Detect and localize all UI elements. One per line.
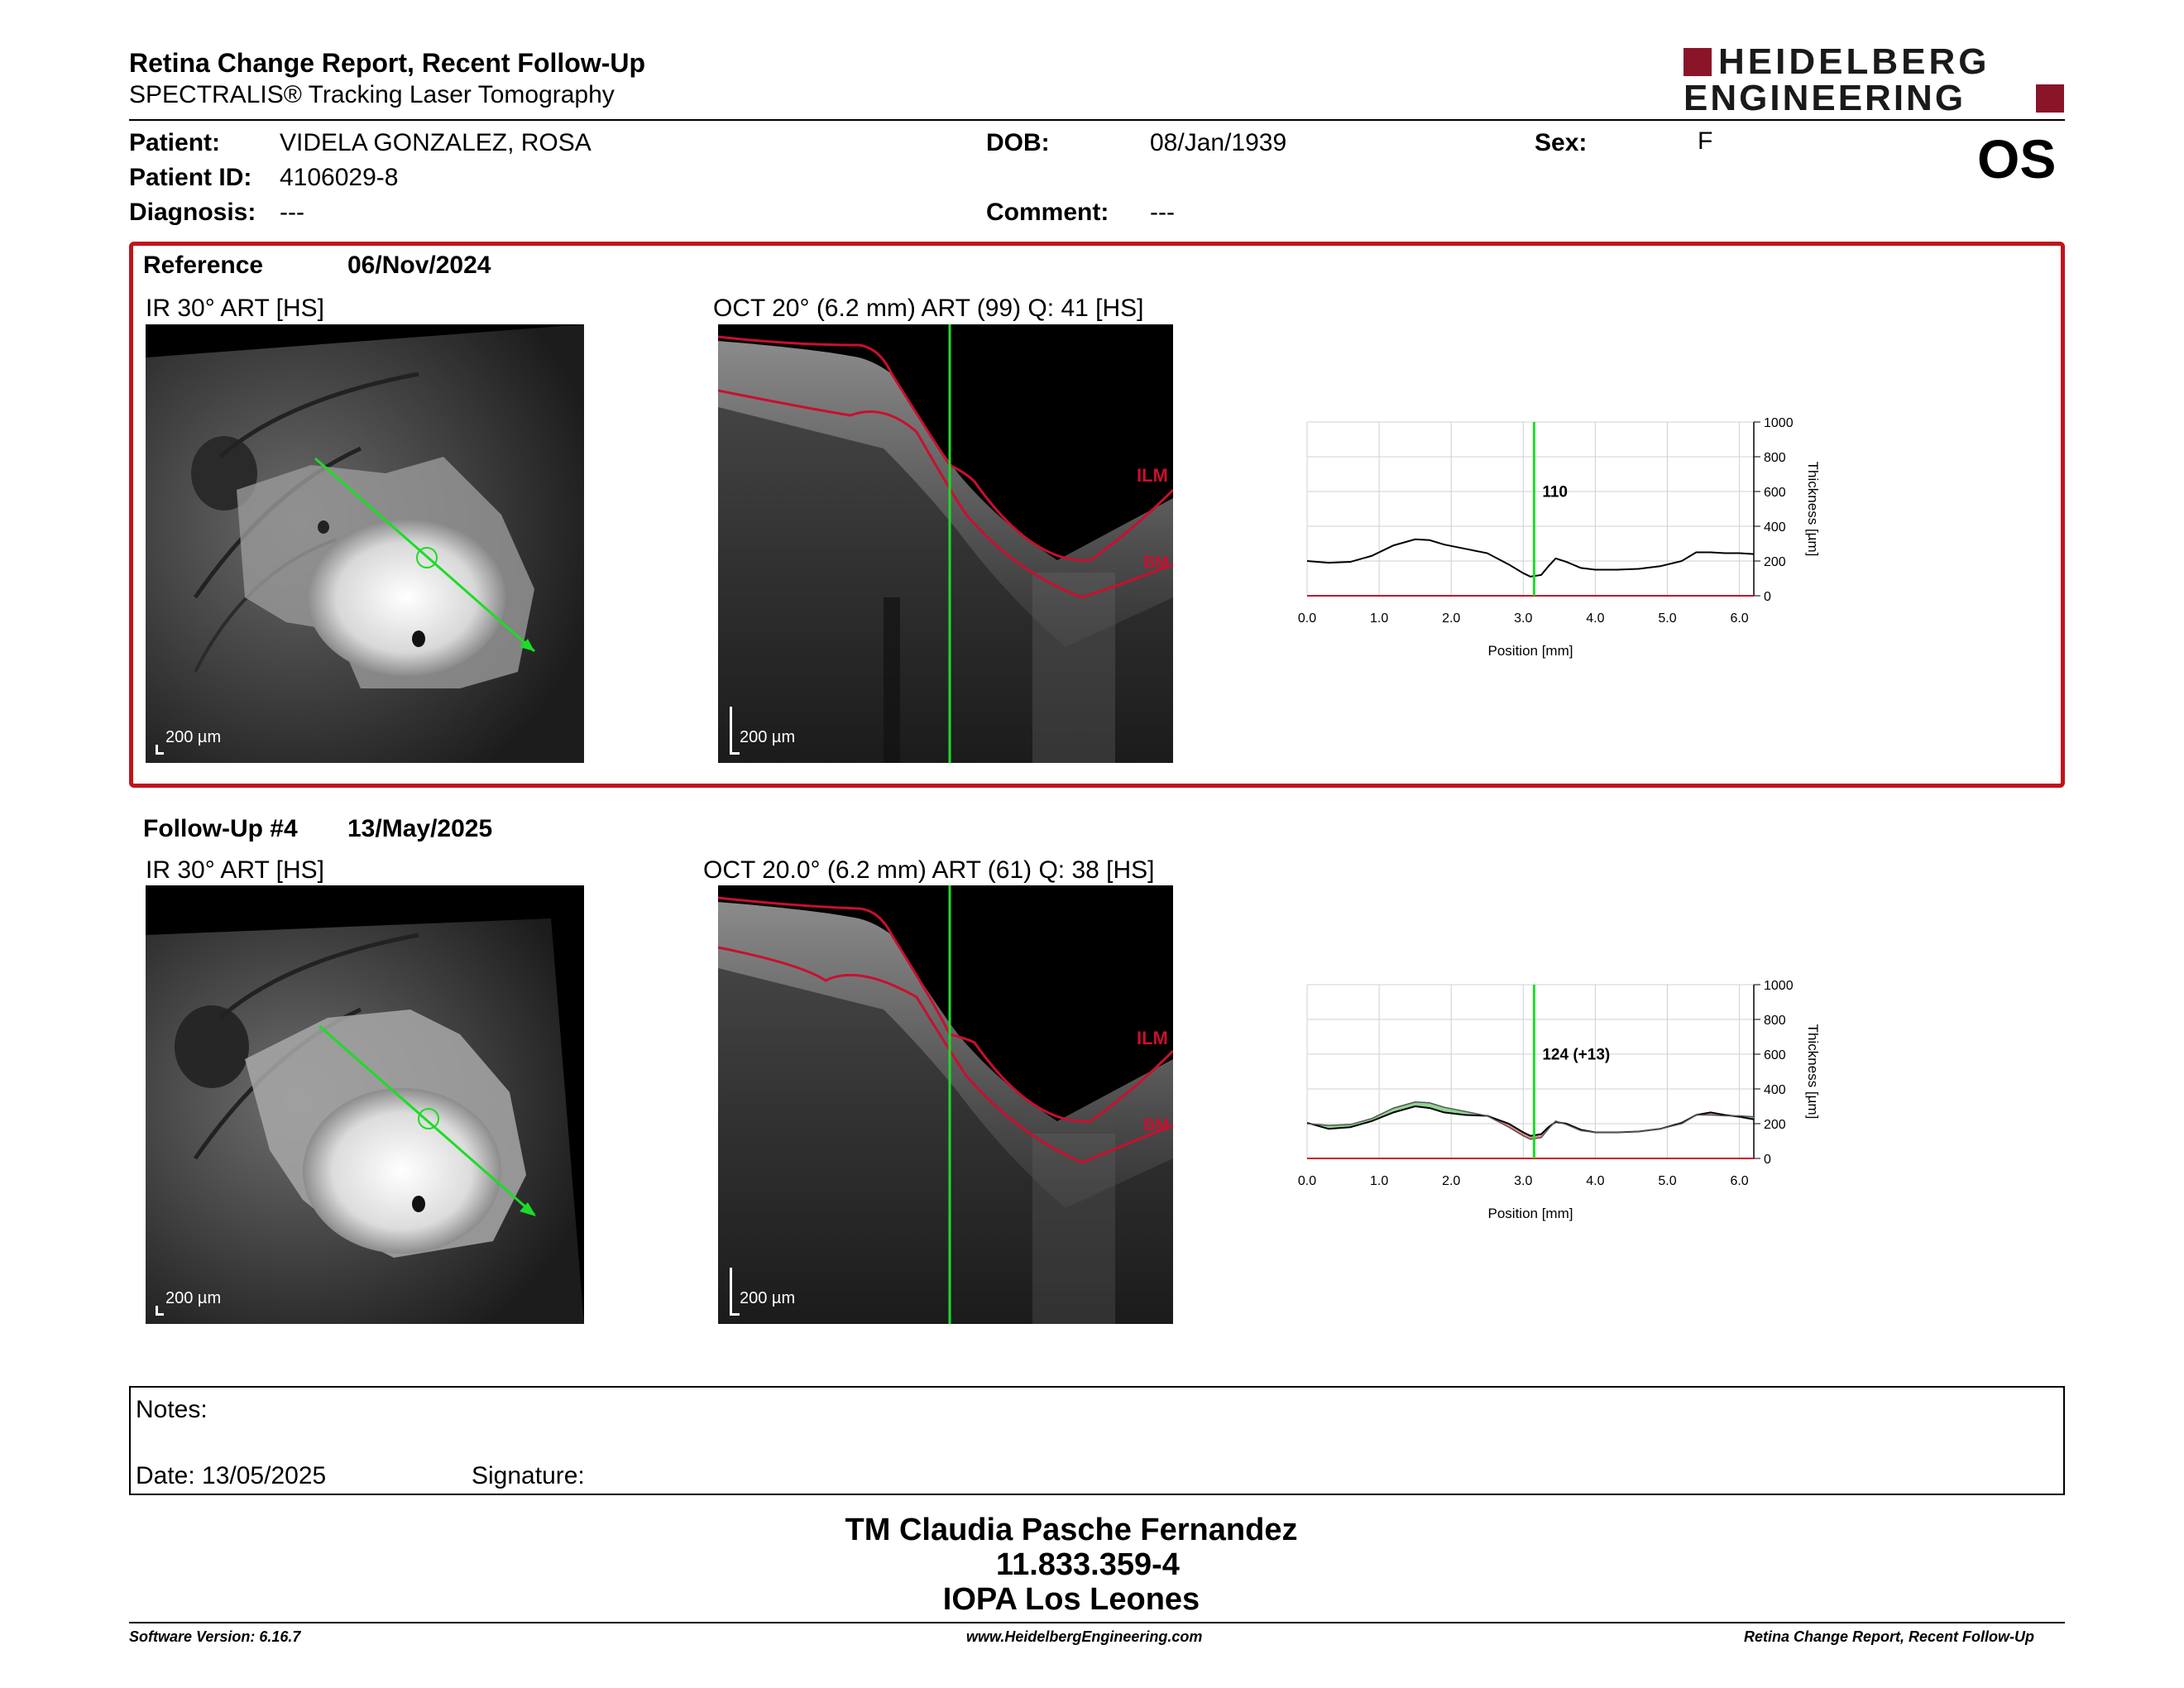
thickness-line bbox=[1307, 539, 1754, 577]
report-title: Retina Change Report, Recent Follow-Up bbox=[129, 48, 646, 78]
y-tick-label: 400 bbox=[1764, 1083, 1786, 1097]
y-tick-label: 200 bbox=[1764, 1118, 1786, 1132]
y-tick-label: 400 bbox=[1764, 520, 1786, 535]
x-axis-label: Position [mm] bbox=[1487, 1206, 1573, 1221]
followup-ir-image bbox=[146, 885, 584, 1324]
x-axis-label: Position [mm] bbox=[1487, 643, 1573, 659]
patient-name: VIDELA GONZALEZ, ROSA bbox=[280, 129, 592, 156]
followup-thickness-chart bbox=[1291, 968, 1853, 1241]
followup-ir-title: IR 30° ART [HS] bbox=[146, 856, 324, 884]
y-tick-label: 1000 bbox=[1764, 416, 1794, 430]
x-tick-label: 6.0 bbox=[1730, 1174, 1749, 1188]
heidelberg-logo: HEIDELBERG ENGINEERING bbox=[1684, 45, 2064, 116]
signoff-place: IOPA Los Leones bbox=[942, 1582, 1200, 1617]
y-tick-label: 0 bbox=[1764, 1153, 1771, 1167]
x-tick-label: 5.0 bbox=[1658, 611, 1677, 626]
followup-oct-scale: 200 µm bbox=[740, 1289, 796, 1307]
x-tick-label: 2.0 bbox=[1442, 1174, 1461, 1188]
patient-label: Patient: bbox=[129, 129, 221, 156]
footer-rule bbox=[129, 1622, 2065, 1623]
notes-date: Date: 13/05/2025 bbox=[136, 1462, 327, 1489]
y-tick-label: 600 bbox=[1764, 1048, 1786, 1062]
x-tick-label: 6.0 bbox=[1730, 611, 1749, 626]
sex-value: F bbox=[1698, 127, 1713, 155]
x-tick-label: 4.0 bbox=[1586, 1174, 1605, 1188]
followup-ir-scale: 200 µm bbox=[165, 1289, 222, 1307]
cursor-value-label: 110 bbox=[1542, 483, 1569, 501]
y-axis-label: Thickness [µm] bbox=[1805, 1024, 1821, 1120]
reference-ir-image bbox=[146, 324, 584, 763]
x-tick-label: 5.0 bbox=[1658, 1174, 1677, 1188]
x-tick-label: 1.0 bbox=[1369, 1174, 1389, 1188]
eye-indicator: OS bbox=[1977, 128, 2057, 189]
x-tick-label: 1.0 bbox=[1369, 611, 1389, 626]
sex-label: Sex: bbox=[1535, 129, 1588, 156]
reference-date: 06/Nov/2024 bbox=[347, 252, 491, 279]
y-tick-label: 600 bbox=[1764, 486, 1786, 500]
footer-report-name: Retina Change Report, Recent Follow-Up bbox=[1744, 1628, 2035, 1645]
followup-oct-title: OCT 20.0° (6.2 mm) ART (61) Q: 38 [HS] bbox=[703, 856, 1155, 884]
y-tick-label: 200 bbox=[1764, 555, 1786, 569]
x-tick-label: 0.0 bbox=[1297, 1174, 1317, 1188]
x-tick-label: 2.0 bbox=[1442, 611, 1461, 626]
comment-label: Comment: bbox=[986, 199, 1109, 226]
diagnosis-label: Diagnosis: bbox=[129, 199, 256, 226]
patient-id-label: Patient ID: bbox=[129, 164, 252, 191]
x-tick-label: 0.0 bbox=[1297, 611, 1317, 626]
report-subtitle: SPECTRALIS® Tracking Laser Tomography bbox=[129, 81, 615, 108]
reference-ilm-label: ILM bbox=[1137, 465, 1168, 486]
y-tick-label: 800 bbox=[1764, 451, 1786, 465]
followup-bm-label: BM bbox=[1143, 1116, 1170, 1134]
notes-label: Notes: bbox=[136, 1396, 208, 1423]
followup-oct-image bbox=[718, 885, 1173, 1324]
reference-label: Reference bbox=[143, 252, 264, 279]
followup-label: Follow-Up #4 bbox=[143, 815, 298, 842]
notes-box[interactable] bbox=[129, 1386, 2065, 1495]
followup-date: 13/May/2025 bbox=[347, 815, 493, 842]
y-tick-label: 0 bbox=[1764, 590, 1771, 604]
reference-oct-scale: 200 µm bbox=[740, 728, 796, 746]
comment-value: --- bbox=[1150, 199, 1175, 226]
x-tick-label: 4.0 bbox=[1586, 611, 1605, 626]
header-rule bbox=[129, 119, 2065, 121]
y-tick-label: 1000 bbox=[1764, 979, 1794, 993]
y-axis-label: Thickness [µm] bbox=[1805, 461, 1821, 557]
signature-label: Signature: bbox=[472, 1462, 585, 1489]
reference-bm-label: BM bbox=[1143, 554, 1170, 572]
followup-ilm-label: ILM bbox=[1137, 1028, 1168, 1048]
dob-value: 08/Jan/1939 bbox=[1150, 129, 1287, 156]
software-version: Software Version: 6.16.7 bbox=[129, 1628, 301, 1645]
signoff-number: 11.833.359-4 bbox=[996, 1547, 1180, 1582]
reference-oct-image bbox=[718, 324, 1173, 763]
x-tick-label: 3.0 bbox=[1514, 1174, 1533, 1188]
x-tick-label: 3.0 bbox=[1514, 611, 1533, 626]
y-tick-label: 800 bbox=[1764, 1014, 1786, 1028]
cursor-value-label: 124 (+13) bbox=[1542, 1046, 1611, 1064]
reference-ir-scale: 200 µm bbox=[165, 728, 222, 746]
reference-thickness-chart bbox=[1291, 405, 1853, 679]
diagnosis-value: --- bbox=[280, 199, 304, 226]
reference-oct-title: OCT 20° (6.2 mm) ART (99) Q: 41 [HS] bbox=[713, 295, 1144, 322]
reference-ir-title: IR 30° ART [HS] bbox=[146, 295, 324, 322]
dob-label: DOB: bbox=[986, 129, 1050, 156]
patient-id: 4106029-8 bbox=[280, 164, 399, 191]
signoff-name: TM Claudia Pasche Fernandez bbox=[845, 1513, 1298, 1547]
website-link[interactable]: www.HeidelbergEngineering.com bbox=[966, 1628, 1203, 1645]
